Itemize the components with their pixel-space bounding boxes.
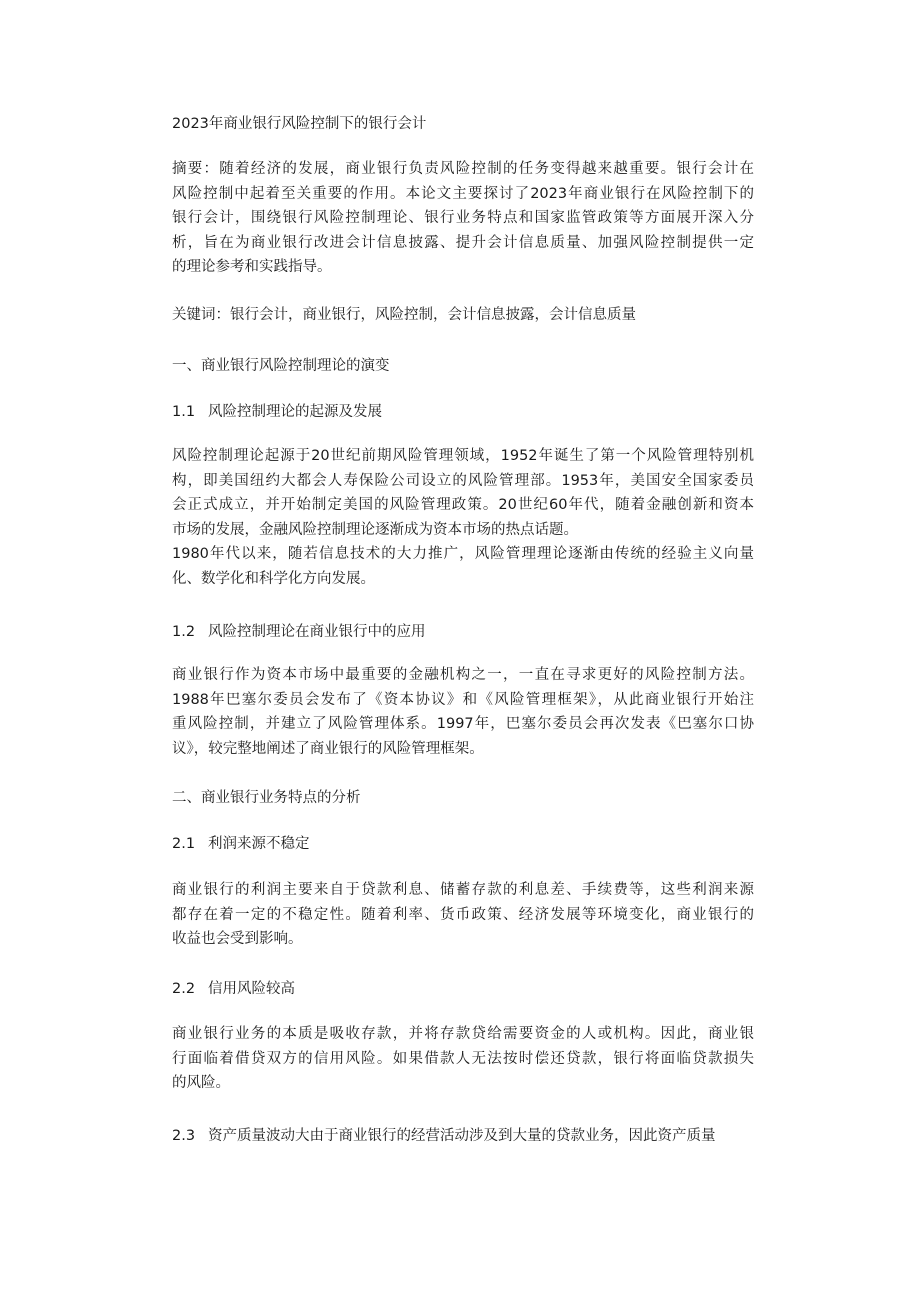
paragraph-line: 化、数学化和科学化方向发展。 (172, 570, 375, 587)
paragraph-line: 构，即美国纽约大都会人寿保险公司设立的风险管理部。1953年，美国安全国家委员 (172, 472, 754, 489)
subsection-text: 资产质量波动大由于商业银行的经营活动涉及到大量的贷款业务，因此资产质量 (208, 1128, 716, 1144)
subsection-number: 1.1 (172, 404, 196, 420)
subsection-title: 信用风险较高 (208, 981, 295, 997)
paragraph-line: 议》，较完整地阐述了商业银行的风险管理框架。 (172, 740, 484, 757)
subsection-heading-1-2 (172, 620, 426, 641)
section-heading-1: 一、商业银行风险控制理论的演变 (172, 358, 390, 374)
subsection-heading-1-1 (172, 400, 382, 421)
paragraph-line: 行面临着借贷双方的信用风险。如果借款人无法按时偿还贷款，银行将面临贷款损失 (172, 1050, 754, 1067)
paragraph-1-1 (172, 444, 754, 591)
paragraph-line: 收益也会受到影响。 (172, 931, 303, 947)
subsection-number: 1.2 (172, 624, 196, 640)
paragraph-line: 市场的发展，金融风险控制理论逐渐成为资本市场的热点话题。 (172, 521, 578, 538)
paragraph-line: 1980年代以来，随若信息技术的大力推广，风险管理理论逐渐由传统的经验主义向量 (172, 546, 754, 562)
document-title: 2023年商业银行风险控制下的银行会计 (172, 116, 427, 132)
subsection-heading-2-2 (172, 977, 295, 998)
subsection-title: 风险控制理论在商业银行中的应用 (208, 624, 426, 640)
paragraph-line: 商业银行的利润主要来自于贷款利息、储蓄存款的利息差、手续费等，这些利润来源 (172, 882, 754, 898)
paragraph-2-1 (172, 878, 754, 952)
subsection-title: 利润来源不稳定 (208, 836, 310, 852)
paragraph-2-2 (172, 1022, 754, 1096)
paragraph-1-2 (172, 663, 754, 761)
keywords: 关键词：银行会计，商业银行，风险控制，会计信息披露，会计信息质量 (172, 307, 636, 323)
paragraph-line: 的风险。 (172, 1075, 230, 1091)
subsection-number: 2.2 (172, 981, 196, 997)
subsection-number: 2.1 (172, 836, 196, 852)
paragraph-line: 商业银行业务的本质是吸收存款，并将存款贷给需要资金的人或机构。因此，商业银 (172, 1026, 754, 1042)
section-heading-2: 二、商业银行业务特点的分析 (172, 790, 361, 806)
paragraph-line: 都存在着一定的不稳定性。随着利率、货币政策、经济发展等环境变化，商业银行的 (172, 906, 754, 923)
abstract-line: 摘要：随着经济的发展，商业银行负责风险控制的任务变得越来越重要。银行会计在 (172, 161, 754, 177)
subsection-heading-2-3 (172, 1124, 716, 1145)
paragraph-line: 风险控制理论起源于20世纪前期风险管理领域，1952年诞生了第一个风险管理特别机 (172, 448, 754, 464)
paragraph-line: 1988年巴塞尔委员会发布了《资本协议》和《风险管理框架》，从此商业银行开始注 (172, 691, 754, 708)
abstract-line: 风险控制中起着至关重要的作用。本论文主要探讨了2023年商业银行在风险控制下的 (172, 185, 754, 202)
abstract-paragraph (172, 157, 754, 280)
paragraph-line: 商业银行作为资本市场中最重要的金融机构之一，一直在寻求更好的风险控制方法。 (172, 667, 754, 683)
abstract-line: 析，旨在为商业银行改进会计信息披露、提升会计信息质量、加强风险控制提供一定 (172, 234, 754, 251)
subsection-title: 风险控制理论的起源及发展 (208, 404, 382, 420)
abstract-line: 的理论参考和实践指导。 (172, 259, 332, 275)
abstract-line: 银行会计，围绕银行风险控制理论、银行业务特点和国家监管政策等方面展开深入分 (172, 210, 754, 226)
subsection-heading-2-1 (172, 832, 310, 853)
paragraph-line: 重风险控制，并建立了风险管理体系。1997年，巴塞尔委员会再次发表《巴塞尔口协 (172, 716, 754, 732)
subsection-number: 2.3 (172, 1128, 196, 1144)
paragraph-line: 会正式成立，并开始制定美国的风险管理政策。20世纪60年代，随着金融创新和资本 (172, 497, 754, 513)
